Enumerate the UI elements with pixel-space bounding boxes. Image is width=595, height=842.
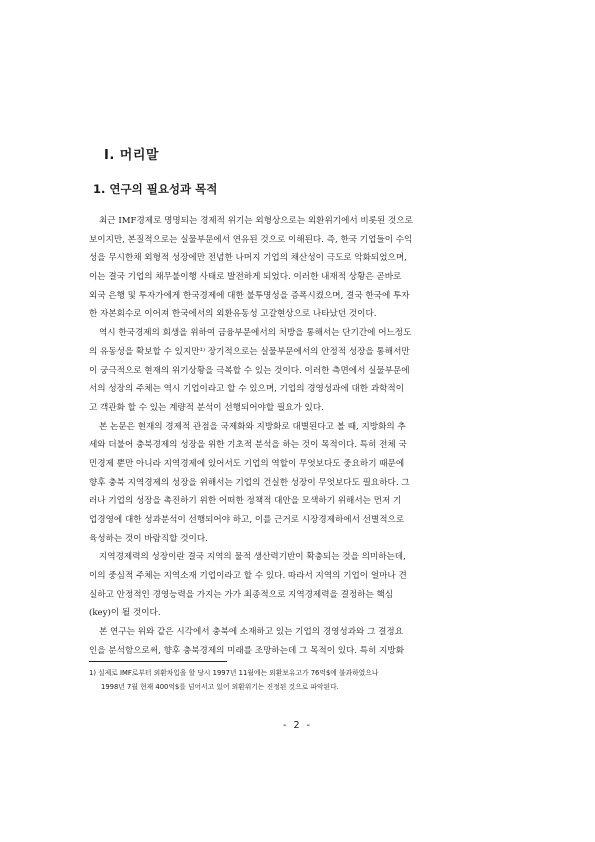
body-line: 향후 충북 지역경제의 성장을 위해서는 기업의 건실한 성장이 무엇보다도 필요하다. 그 [89,477,410,488]
footnote-divider [89,661,227,662]
body-line: 최근 IMF경제로 명명되는 경제적 위기는 외형상으로는 외환위기에서 비롯된 것으로 [99,216,413,226]
body-line: 한 자본회수로 이어져 한국에서의 외환유동성 고갈현상으로 나타났던 것이다. [89,309,377,320]
footnote [89,667,497,694]
body-line: 세와 더불어 충북경제의 성장을 위한 기초적 분석을 하는 것이 목적이다. 특히 전체 국 [89,440,407,451]
section-heading: 1. 연구의 필요성과 목적 [93,182,218,196]
body-line: 의 유동성을 확보할 수 있지만¹⁾ 장기적으로는 실물부문에서의 안정적 성장을 통해서만 [89,346,410,357]
body-line: 역시 한국경제의 회생을 위하여 금융부문에서의 처방을 통해서는 단기간에 어느정도 [99,328,412,339]
body-line: 이의 중심적 주체는 지역소재 기업이라고 할 수 있다. 따라서 지역의 기업이 얼마나 견 [89,571,407,582]
body-line: 고 객관화 할 수 있는 계량적 분석이 선행되어야할 필요가 있다. [89,402,324,413]
body-line: 실하고 안정적인 경영능력을 가지는 가가 최종적으로 지역경제력을 결정하는 핵심 [89,589,394,600]
body-line: 본 논문은 현재의 경제적 관점을 국제화와 지방화로 대별된다고 볼 때, 지방화의 추 [99,421,406,432]
body-line: 지역경제력의 성장이란 결국 지역의 물적 생산력기반이 확충되는 것을 의미하는데, [99,552,406,563]
body-line: 본 연구는 위와 같은 시각에서 충북에 소재하고 있는 기업의 경영성과와 그 결정요 [99,627,404,638]
body-line: 러나 기업의 성장을 촉진하기 위한 어떠한 정책적 대안을 모색하기 위해서는 먼저 기 [89,496,402,507]
footnote-line: 1) 실제로 IMF로부터 외환차입을 할 당시 1997년 11월에는 외환보유고가 76억$에 불과하였으나 [89,669,379,677]
body-line: 이 궁극적으로 현재의 위기상황을 극복할 수 있는 것이다. 이러한 측면에서 실물부문에 [89,365,410,376]
body-line: 민경제 뿐만 아니라 지역경제에 있어서도 기업의 역할이 무엇보다도 중요하기 때문에 [89,458,405,469]
page-number: - 2 - [283,720,312,731]
body-line: 성을 무시한채 외형적 성장에만 전념한 나머지 기업의 채산성이 극도로 악화되었으며, [89,253,407,264]
chapter-heading: Ⅰ. 머리말 [104,148,159,163]
body-line: 인을 분석함으로써, 향후 충북경제의 미래를 조망하는데 그 목적이 있다. 특히 지방화 [89,645,405,656]
body-line: 이는 결국 기업의 채무불이행 사태로 발전하게 되었다. 이러한 내재적 상황은 곧바로 [89,272,402,283]
body-line: 육성하는 것이 바람직할 것이다. [89,533,208,544]
footnote-line: 1998년 7월 현재 400억$를 넘어서고 있어 외환위기는 진정된 것으로 파악된다. [101,682,339,691]
body-line: 서의 성장의 주체는 역시 기업이라고 할 수 있으며, 기업의 경영성과에 대한 과학적이 [89,384,405,395]
body-text [89,212,497,661]
body-line: 외국 은행 및 투자가에게 한국경제에 대한 불투명성을 증폭시켰으며, 결국 한국에 투자 [89,290,410,301]
body-line: 보이지만, 본질적으로는 실물부문에서 연유된 것으로 이해된다. 즉, 한국 기업들이 수익 [89,234,413,245]
body-line: 업경영에 대한 성과분석이 선행되어야 하고, 이를 근거로 시장경제하에서 선별적으로 [89,515,405,525]
body-line: (key)이 될 것이다. [89,608,161,619]
